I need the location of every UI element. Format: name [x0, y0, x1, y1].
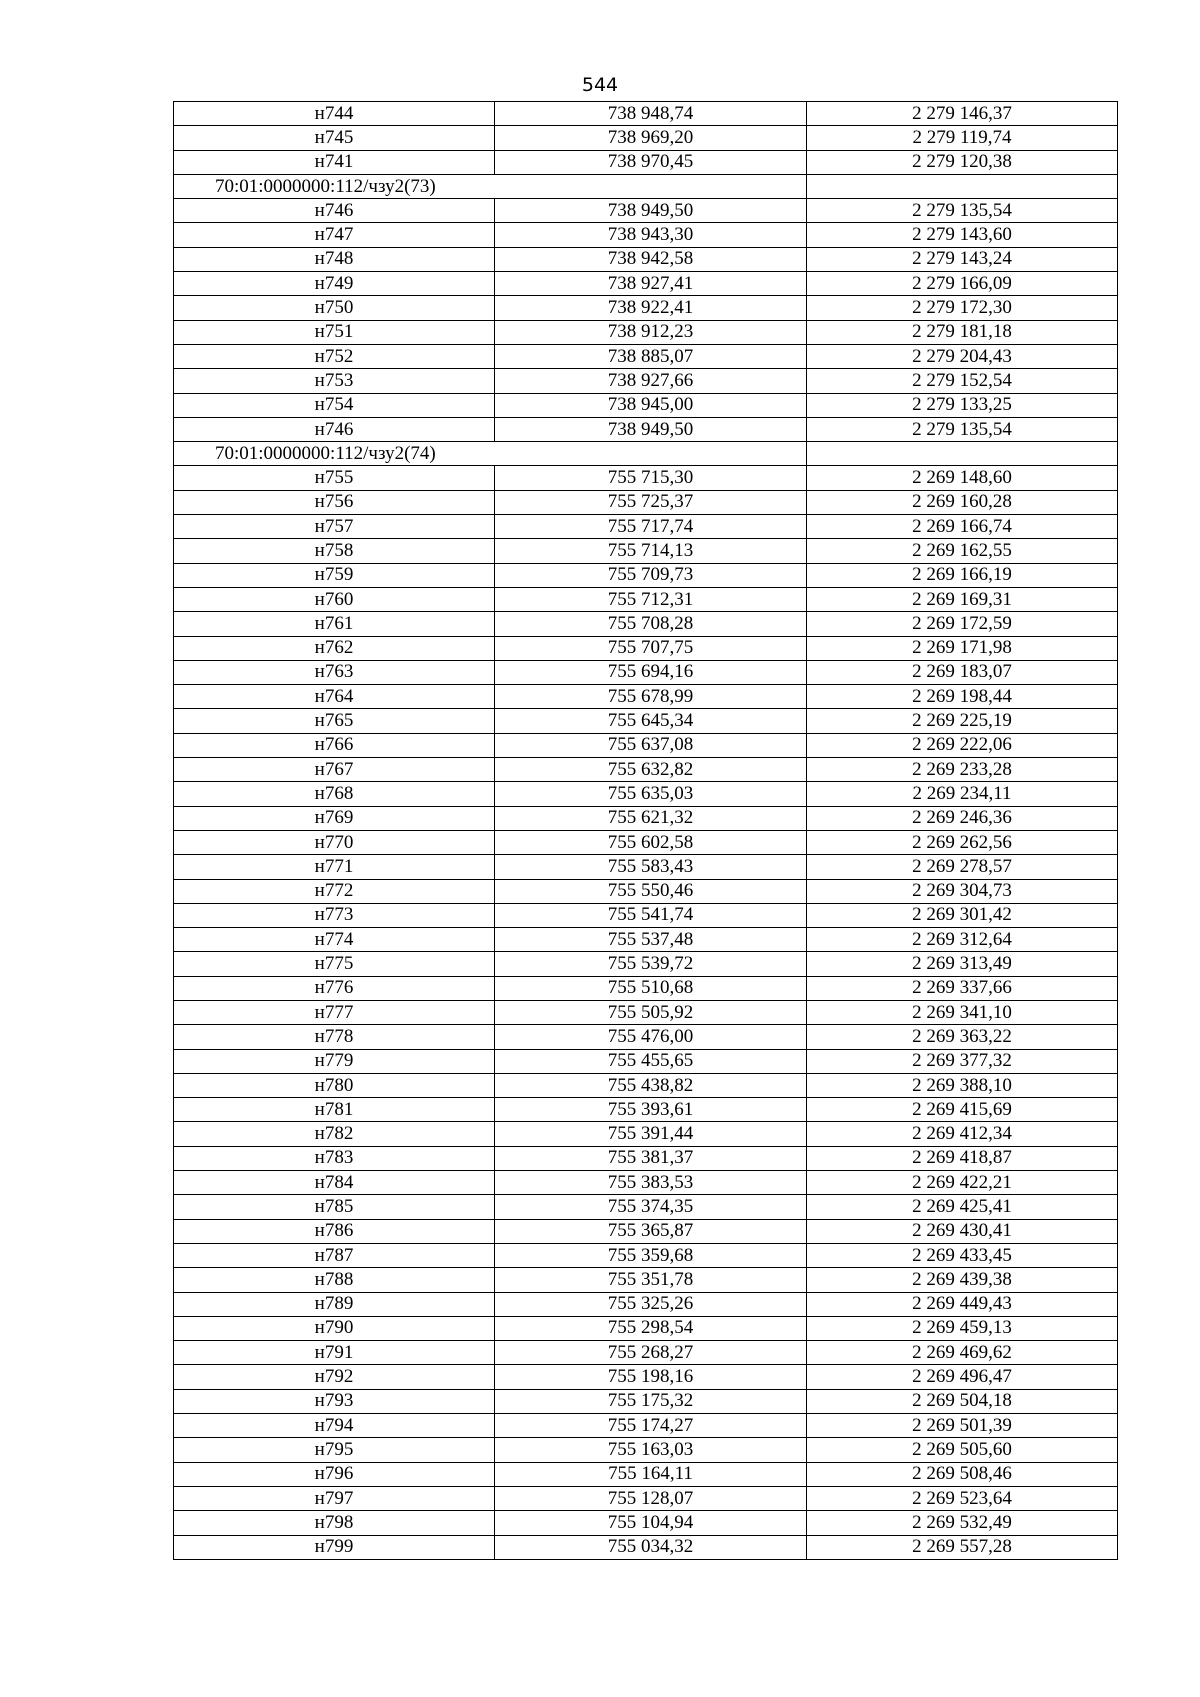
table-row	[174, 1122, 1118, 1146]
point-name-cell: н747	[174, 223, 495, 247]
point-name-cell: н779	[174, 1049, 495, 1073]
y-coordinate-cell: 2 279 146,37	[807, 102, 1118, 126]
table-row	[174, 1462, 1118, 1486]
table-row	[174, 1535, 1118, 1559]
y-coordinate-cell: 2 269 449,43	[807, 1292, 1118, 1316]
table-row	[174, 709, 1118, 733]
y-coordinate-cell: 2 279 172,30	[807, 296, 1118, 320]
table-row	[174, 1049, 1118, 1073]
x-coordinate-cell: 755 476,00	[495, 1025, 807, 1049]
point-name-cell: н772	[174, 879, 495, 903]
table-row	[174, 976, 1118, 1000]
y-coordinate-cell: 2 269 439,38	[807, 1268, 1118, 1292]
x-coordinate-cell: 738 970,45	[495, 150, 807, 174]
y-coordinate-cell: 2 269 183,07	[807, 660, 1118, 684]
y-coordinate-cell: 2 269 198,44	[807, 685, 1118, 709]
point-name-cell: н769	[174, 806, 495, 830]
table-row	[174, 1486, 1118, 1510]
point-name-cell: н745	[174, 126, 495, 150]
table-row	[174, 1316, 1118, 1340]
x-coordinate-cell: 755 391,44	[495, 1122, 807, 1146]
y-coordinate-cell: 2 269 523,64	[807, 1486, 1118, 1510]
y-coordinate-cell: 2 269 304,73	[807, 879, 1118, 903]
table-row	[174, 247, 1118, 271]
y-coordinate-cell: 2 279 135,54	[807, 199, 1118, 223]
y-coordinate-cell: 2 269 388,10	[807, 1073, 1118, 1097]
x-coordinate-cell: 755 621,32	[495, 806, 807, 830]
x-coordinate-cell: 755 163,03	[495, 1438, 807, 1462]
x-coordinate-cell: 755 714,13	[495, 539, 807, 563]
y-coordinate-cell: 2 269 418,87	[807, 1146, 1118, 1170]
point-name-cell: н749	[174, 272, 495, 296]
y-coordinate-cell: 2 269 501,39	[807, 1414, 1118, 1438]
point-name-cell: н783	[174, 1146, 495, 1170]
table-row	[174, 903, 1118, 927]
y-coordinate-cell: 2 279 143,60	[807, 223, 1118, 247]
y-coordinate-cell: 2 269 148,60	[807, 466, 1118, 490]
x-coordinate-cell: 755 537,48	[495, 928, 807, 952]
x-coordinate-cell: 755 541,74	[495, 903, 807, 927]
table-row	[174, 587, 1118, 611]
y-coordinate-cell: 2 269 225,19	[807, 709, 1118, 733]
x-coordinate-cell: 755 505,92	[495, 1000, 807, 1024]
point-name-cell: н754	[174, 393, 495, 417]
table-row	[174, 758, 1118, 782]
table-row	[174, 1414, 1118, 1438]
x-coordinate-cell: 755 198,16	[495, 1365, 807, 1389]
table-row	[174, 369, 1118, 393]
point-name-cell: н765	[174, 709, 495, 733]
point-name-cell: н751	[174, 320, 495, 344]
page-number: 544	[581, 74, 619, 96]
y-coordinate-cell: 2 269 505,60	[807, 1438, 1118, 1462]
y-coordinate-cell: 2 269 363,22	[807, 1025, 1118, 1049]
x-coordinate-cell: 755 455,65	[495, 1049, 807, 1073]
point-name-cell: н763	[174, 660, 495, 684]
x-coordinate-cell: 755 725,37	[495, 490, 807, 514]
point-name-cell: н774	[174, 928, 495, 952]
y-coordinate-cell: 2 269 415,69	[807, 1098, 1118, 1122]
table-row	[174, 466, 1118, 490]
y-coordinate-cell: 2 269 172,59	[807, 612, 1118, 636]
table-row	[174, 1341, 1118, 1365]
table-row	[174, 1000, 1118, 1024]
x-coordinate-cell: 738 969,20	[495, 126, 807, 150]
x-coordinate-cell: 755 175,32	[495, 1389, 807, 1413]
point-name-cell: н746	[174, 417, 495, 441]
x-coordinate-cell: 738 949,50	[495, 199, 807, 223]
y-coordinate-cell: 2 269 557,28	[807, 1535, 1118, 1559]
table-row	[174, 223, 1118, 247]
y-coordinate-cell: 2 269 422,21	[807, 1171, 1118, 1195]
section-empty-cell	[807, 442, 1118, 466]
table-row	[174, 515, 1118, 539]
x-coordinate-cell: 755 708,28	[495, 612, 807, 636]
y-coordinate-cell: 2 269 425,41	[807, 1195, 1118, 1219]
section-header-row	[174, 174, 1118, 198]
y-coordinate-cell: 2 269 459,13	[807, 1316, 1118, 1340]
x-coordinate-cell: 755 510,68	[495, 976, 807, 1000]
table-row	[174, 612, 1118, 636]
x-coordinate-cell: 755 678,99	[495, 685, 807, 709]
x-coordinate-cell: 755 709,73	[495, 563, 807, 587]
table-row	[174, 393, 1118, 417]
section-label: 70:01:0000000:112/чзу2(74)	[174, 442, 807, 466]
point-name-cell: н768	[174, 782, 495, 806]
x-coordinate-cell: 755 381,37	[495, 1146, 807, 1170]
table-row	[174, 1268, 1118, 1292]
point-name-cell: н767	[174, 758, 495, 782]
point-name-cell: н744	[174, 102, 495, 126]
x-coordinate-cell: 755 104,94	[495, 1511, 807, 1535]
x-coordinate-cell: 755 635,03	[495, 782, 807, 806]
y-coordinate-cell: 2 269 469,62	[807, 1341, 1118, 1365]
y-coordinate-cell: 2 279 181,18	[807, 320, 1118, 344]
y-coordinate-cell: 2 279 119,74	[807, 126, 1118, 150]
table-row	[174, 636, 1118, 660]
x-coordinate-cell: 755 438,82	[495, 1073, 807, 1097]
table-row	[174, 1243, 1118, 1267]
y-coordinate-cell: 2 269 337,66	[807, 976, 1118, 1000]
point-name-cell: н761	[174, 612, 495, 636]
table-row	[174, 150, 1118, 174]
point-name-cell: н746	[174, 199, 495, 223]
point-name-cell: н791	[174, 1341, 495, 1365]
x-coordinate-cell: 738 885,07	[495, 344, 807, 368]
point-name-cell: н796	[174, 1462, 495, 1486]
table-row	[174, 1025, 1118, 1049]
y-coordinate-cell: 2 269 162,55	[807, 539, 1118, 563]
table-row	[174, 1195, 1118, 1219]
table-row	[174, 539, 1118, 563]
table-row	[174, 296, 1118, 320]
point-name-cell: н756	[174, 490, 495, 514]
x-coordinate-cell: 738 922,41	[495, 296, 807, 320]
x-coordinate-cell: 738 943,30	[495, 223, 807, 247]
x-coordinate-cell: 755 694,16	[495, 660, 807, 684]
point-name-cell: н764	[174, 685, 495, 709]
point-name-cell: н778	[174, 1025, 495, 1049]
point-name-cell: н780	[174, 1073, 495, 1097]
x-coordinate-cell: 755 645,34	[495, 709, 807, 733]
table-row	[174, 1438, 1118, 1462]
x-coordinate-cell: 738 948,74	[495, 102, 807, 126]
point-name-cell: н762	[174, 636, 495, 660]
table-row	[174, 490, 1118, 514]
point-name-cell: н753	[174, 369, 495, 393]
y-coordinate-cell: 2 269 171,98	[807, 636, 1118, 660]
table-row	[174, 928, 1118, 952]
x-coordinate-cell: 755 268,27	[495, 1341, 807, 1365]
table-row	[174, 1292, 1118, 1316]
point-name-cell: н787	[174, 1243, 495, 1267]
point-name-cell: н750	[174, 296, 495, 320]
x-coordinate-cell: 738 949,50	[495, 417, 807, 441]
point-name-cell: н752	[174, 344, 495, 368]
y-coordinate-cell: 2 269 278,57	[807, 855, 1118, 879]
y-coordinate-cell: 2 269 160,28	[807, 490, 1118, 514]
section-label: 70:01:0000000:112/чзу2(73)	[174, 174, 807, 198]
table-row	[174, 1146, 1118, 1170]
y-coordinate-cell: 2 269 233,28	[807, 758, 1118, 782]
x-coordinate-cell: 738 912,23	[495, 320, 807, 344]
table-row	[174, 1389, 1118, 1413]
point-name-cell: н777	[174, 1000, 495, 1024]
x-coordinate-cell: 755 632,82	[495, 758, 807, 782]
point-name-cell: н792	[174, 1365, 495, 1389]
table-row	[174, 320, 1118, 344]
table-row	[174, 199, 1118, 223]
x-coordinate-cell: 755 637,08	[495, 733, 807, 757]
point-name-cell: н741	[174, 150, 495, 174]
point-name-cell: н770	[174, 830, 495, 854]
x-coordinate-cell: 755 174,27	[495, 1414, 807, 1438]
y-coordinate-cell: 2 269 166,74	[807, 515, 1118, 539]
point-name-cell: н798	[174, 1511, 495, 1535]
x-coordinate-cell: 755 583,43	[495, 855, 807, 879]
y-coordinate-cell: 2 269 301,42	[807, 903, 1118, 927]
table-row	[174, 344, 1118, 368]
table-row	[174, 417, 1118, 441]
point-name-cell: н799	[174, 1535, 495, 1559]
table-row	[174, 1098, 1118, 1122]
y-coordinate-cell: 2 269 166,19	[807, 563, 1118, 587]
table-row	[174, 806, 1118, 830]
table-row	[174, 1511, 1118, 1535]
y-coordinate-cell: 2 279 143,24	[807, 247, 1118, 271]
x-coordinate-cell: 755 602,58	[495, 830, 807, 854]
y-coordinate-cell: 2 279 120,38	[807, 150, 1118, 174]
point-name-cell: н771	[174, 855, 495, 879]
point-name-cell: н789	[174, 1292, 495, 1316]
y-coordinate-cell: 2 269 169,31	[807, 587, 1118, 611]
x-coordinate-cell: 755 715,30	[495, 466, 807, 490]
table-row	[174, 1073, 1118, 1097]
point-name-cell: н775	[174, 952, 495, 976]
point-name-cell: н760	[174, 587, 495, 611]
x-coordinate-cell: 755 359,68	[495, 1243, 807, 1267]
coordinates-table	[173, 101, 1118, 1560]
table-row	[174, 126, 1118, 150]
y-coordinate-cell: 2 279 135,54	[807, 417, 1118, 441]
table-row	[174, 855, 1118, 879]
point-name-cell: н776	[174, 976, 495, 1000]
table-row	[174, 733, 1118, 757]
point-name-cell: н797	[174, 1486, 495, 1510]
point-name-cell: н790	[174, 1316, 495, 1340]
point-name-cell: н786	[174, 1219, 495, 1243]
coordinates-table-body	[174, 102, 1118, 1560]
x-coordinate-cell: 755 383,53	[495, 1171, 807, 1195]
point-name-cell: н784	[174, 1171, 495, 1195]
table-row	[174, 102, 1118, 126]
y-coordinate-cell: 2 269 313,49	[807, 952, 1118, 976]
x-coordinate-cell: 755 374,35	[495, 1195, 807, 1219]
table-row	[174, 272, 1118, 296]
table-row	[174, 1171, 1118, 1195]
x-coordinate-cell: 738 942,58	[495, 247, 807, 271]
y-coordinate-cell: 2 269 234,11	[807, 782, 1118, 806]
table-row	[174, 830, 1118, 854]
table-row	[174, 879, 1118, 903]
y-coordinate-cell: 2 269 262,56	[807, 830, 1118, 854]
x-coordinate-cell: 755 365,87	[495, 1219, 807, 1243]
y-coordinate-cell: 2 269 412,34	[807, 1122, 1118, 1146]
table-row	[174, 685, 1118, 709]
y-coordinate-cell: 2 269 312,64	[807, 928, 1118, 952]
table-row	[174, 1219, 1118, 1243]
x-coordinate-cell: 738 927,41	[495, 272, 807, 296]
point-name-cell: н795	[174, 1438, 495, 1462]
point-name-cell: н755	[174, 466, 495, 490]
x-coordinate-cell: 755 712,31	[495, 587, 807, 611]
point-name-cell: н788	[174, 1268, 495, 1292]
point-name-cell: н794	[174, 1414, 495, 1438]
x-coordinate-cell: 755 128,07	[495, 1486, 807, 1510]
point-name-cell: н758	[174, 539, 495, 563]
section-empty-cell	[807, 174, 1118, 198]
point-name-cell: н773	[174, 903, 495, 927]
y-coordinate-cell: 2 269 430,41	[807, 1219, 1118, 1243]
y-coordinate-cell: 2 269 433,45	[807, 1243, 1118, 1267]
point-name-cell: н757	[174, 515, 495, 539]
table-row	[174, 660, 1118, 684]
y-coordinate-cell: 2 269 341,10	[807, 1000, 1118, 1024]
y-coordinate-cell: 2 269 504,18	[807, 1389, 1118, 1413]
x-coordinate-cell: 755 717,74	[495, 515, 807, 539]
x-coordinate-cell: 755 550,46	[495, 879, 807, 903]
y-coordinate-cell: 2 279 166,09	[807, 272, 1118, 296]
y-coordinate-cell: 2 279 204,43	[807, 344, 1118, 368]
section-header-row	[174, 442, 1118, 466]
point-name-cell: н759	[174, 563, 495, 587]
y-coordinate-cell: 2 269 246,36	[807, 806, 1118, 830]
y-coordinate-cell: 2 279 152,54	[807, 369, 1118, 393]
x-coordinate-cell: 755 298,54	[495, 1316, 807, 1340]
table-row	[174, 1365, 1118, 1389]
x-coordinate-cell: 755 325,26	[495, 1292, 807, 1316]
y-coordinate-cell: 2 279 133,25	[807, 393, 1118, 417]
y-coordinate-cell: 2 269 222,06	[807, 733, 1118, 757]
x-coordinate-cell: 755 707,75	[495, 636, 807, 660]
x-coordinate-cell: 738 927,66	[495, 369, 807, 393]
x-coordinate-cell: 755 539,72	[495, 952, 807, 976]
point-name-cell: н781	[174, 1098, 495, 1122]
table-row	[174, 563, 1118, 587]
point-name-cell: н766	[174, 733, 495, 757]
y-coordinate-cell: 2 269 377,32	[807, 1049, 1118, 1073]
x-coordinate-cell: 755 393,61	[495, 1098, 807, 1122]
point-name-cell: н793	[174, 1389, 495, 1413]
point-name-cell: н748	[174, 247, 495, 271]
point-name-cell: н782	[174, 1122, 495, 1146]
x-coordinate-cell: 738 945,00	[495, 393, 807, 417]
x-coordinate-cell: 755 034,32	[495, 1535, 807, 1559]
y-coordinate-cell: 2 269 532,49	[807, 1511, 1118, 1535]
x-coordinate-cell: 755 351,78	[495, 1268, 807, 1292]
x-coordinate-cell: 755 164,11	[495, 1462, 807, 1486]
table-row	[174, 782, 1118, 806]
y-coordinate-cell: 2 269 496,47	[807, 1365, 1118, 1389]
table-row	[174, 952, 1118, 976]
y-coordinate-cell: 2 269 508,46	[807, 1462, 1118, 1486]
point-name-cell: н785	[174, 1195, 495, 1219]
